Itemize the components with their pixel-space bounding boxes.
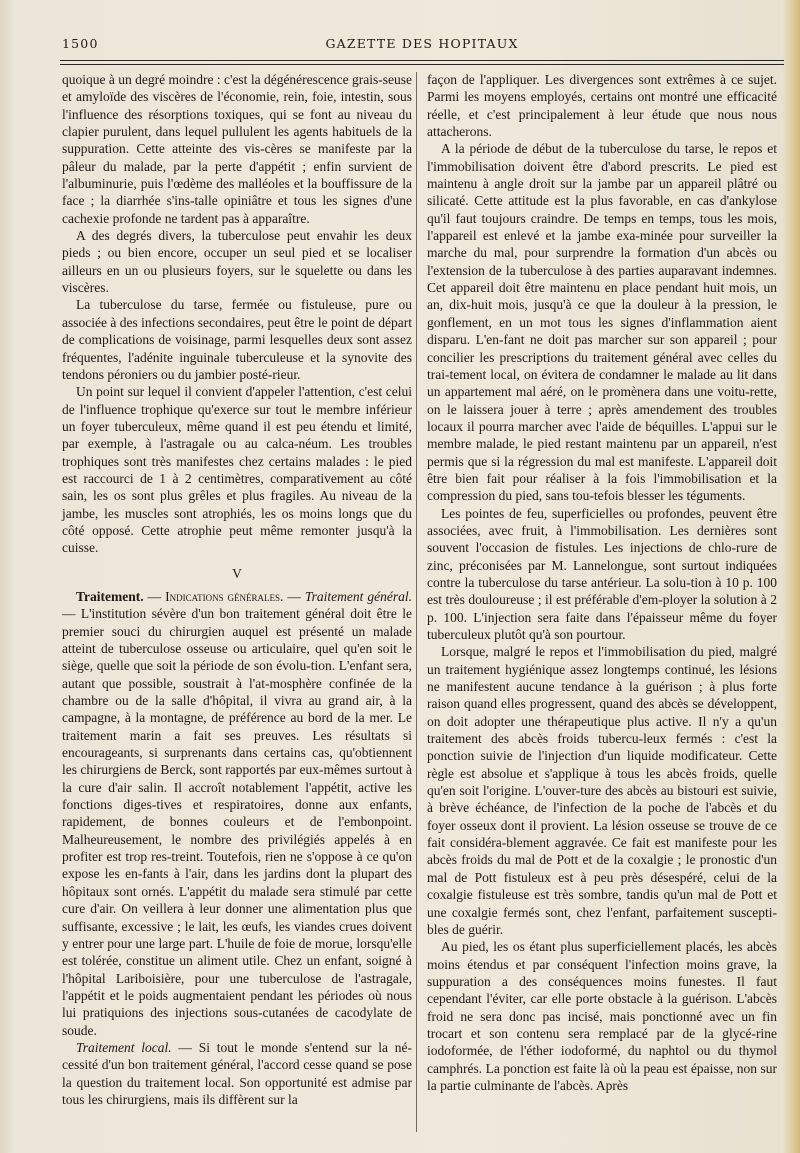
left-paragraph-4: Un point sur lequel il convient d'appeler l'attention, c'est celui de l'influence trophique qu'exerce sur tout le membre inférieur un foyer tuberculeux, même quand il est peu étendu et limité, par exemple, à l'astragale ou au calca-néum. Les troubles trophiques sont très manifestes chez certains malades : le pied est raccourci de 1 à 2 centimètres, comparativement au côté sain, les os sont plus grêles et plus fragiles. Au niveau de la jambe, les muscles sont atrophiés, les os moins longs que du côté opposé. Cette atrophie peut même remonter jusqu'à la cuisse. [62, 384, 412, 556]
right-paragraph-5: Au pied, les os étant plus superficiellement placés, les abcès moins étendus et par conséquent l'infection moins grave, la suppuration a des conséquences moins funestes. Il faut cependant l'éviter, car elle porte obstacle à la guérison. L'abcès froid ne sera donc pas incisé, mais ponctionné avec un fin trocart et son contenu sera remplacé par de la glycé-rine iodoformée, de l'éther iodoformé, du naphtol ou du thymol camphrés. La ponction est faite là où la peau est épaisse, non sur la partie culminante de l'abcès. Après [427, 939, 777, 1093]
right-column [427, 71, 777, 1094]
local-treatment-text: — Si tout le monde s'entend sur la né-cessité d'un bon traitement général, l'accord cesse quand se pose la question du traitement local. Son opportunité est admise par tous les chirurgiens, mais ils diffèrent sur la [62, 1039, 412, 1107]
section-number: V [232, 565, 242, 581]
treatment-dash: — [143, 588, 166, 604]
left-paragraph-3: La tuberculose du tarse, fermée ou fistuleuse, pure ou associée à des infections secondaires, peut être le point de départ de complications de voisinage, parmi lesquelles deux sont assez fréquentes, l'adénite inguinale tuberculeuse et la synovite des tendons péroniers ou du jambier posté-rieur. [62, 297, 412, 382]
treatment-heading: Traitement. [76, 588, 144, 604]
column-separator [416, 72, 417, 1132]
page-edge-stain [782, 0, 800, 1153]
header-rule-thin [60, 64, 784, 65]
general-treatment-text: — L'institution sévère d'un bon traitement général doit être le premier souci du chirurgien auquel est présenté un malade atteint de tuberculose osseuse ou articulaire, quel qu'en soit le siège, quelle que soit la période de son évolu-tion. L'enfant sera, autant que possible, soustrait à l'at-mosphère confinée de la chambre ou de la salle d'hôpital, il vivra au grand air, à la campagne, à la montagne, de préférence au bord de la mer. Le traitement marin a fait ses preuves. Les résultats si encourageants, si surprenants dans certains cas, qu'obtiennent les chirurgiens de Berck, sont rapportés par eux-mêmes surtout à la cure d'air salin. Il accroît notablement l'appétit, active les fonctions diges-tives et respiratoires, donne aux enfants, rapidement, de bonnes couleurs et de l'embonpoint. Malheureusement, le nombre des privilégiés appelés à en profiter est trop res-treint. Toutefois, rien ne s'oppose à ce qu'on expose les en-fants à l'air, dans les jardins dont la plupart des hôpitaux sont ornés. L'appétit du malade sera stimulé par cette cure d'air. On veillera à leur donner une alimentation plus que suffisante, excessive ; le lait, les œufs, les viandes crues doivent y entrer pour une large part. L'huile de foie de morue, lorsqu'elle est tolérée, constitue un aliment utile. Chez un enfant, soigné à l'hôpital Lariboisière, pour une tuberculose de l'astragale, l'appétit et le poids augmentaient pendant les périodes où nous lui pratiquions des injections sous-cutanées de cacodylate de soude. [62, 606, 412, 1038]
right-paragraph-1: façon de l'appliquer. Les divergences sont extrêmes à ce sujet. Parmi les moyens employés, certains ont montré une efficacité réelle, et c'est principalement à leur étude que nous nous attacherons. [427, 72, 777, 140]
treatment-dash-2: — [283, 588, 305, 604]
general-treatment-heading: Traitement général. [304, 588, 413, 604]
page-header [62, 36, 782, 56]
running-title: GAZETTE DES HOPITAUX [325, 36, 519, 51]
right-paragraph-2: A la période de début de la tuberculose du tarse, le repos et l'immobilisation doivent être d'abord prescrits. Le pied est maintenu à angle droit sur la jambe par un appareil plâtré ou silicaté. Cette attitude est la plus favorable, en cas d'ankylose qu'il faut toujours craindre. De temps en temps, tous les mois, l'appareil est enlevé et la jambe exa-minée pour surveiller la marche du mal, pour surprendre la formation d'un abcès ou l'extension de la tuberculose à des parties auparavant indemnes. Cet appareil doit être maintenu en place pendant huit mois, un an, dix-huit mois, jusqu'à ce que la douleur à la pression, le gonflement, en un mot tous les signes d'inflammation aient disparu. L'en-fant ne doit pas marcher sur son appareil ; pour concilier les prescriptions du traitement général avec celles du trai-tement local, on évitera de condamner le malade au lit dans un appartement mal aéré, on le promènera dans une voitu-rette, on le laissera jouer à terre ; après amendement des troubles locaux il pourra marcher avec l'aide de béquilles. L'appui sur le membre malade, le pied restant maintenu par un appareil, n'est permis que si la régression du mal est manifeste. L'appareil doit être bien fait pour réaliser à la fois l'immobilisation et la compression du pied, sans tou-tefois blesser les téguments. [427, 141, 777, 504]
page-number: 1500 [62, 36, 99, 51]
local-treatment-heading: Traitement local. [76, 1039, 172, 1055]
left-column [62, 71, 412, 1108]
left-paragraph-2: A des degrés divers, la tuberculose peut envahir les deux pieds ; ou bien encore, occuper un seul pied et se localiser ailleurs en un ou plusieurs foyers, sur le squelette ou dans les viscères. [62, 228, 412, 296]
indications-heading: Indications générales. [165, 588, 284, 604]
right-paragraph-3: Les pointes de feu, superficielles ou profondes, peuvent être associées, avec fruit, à l'immobilisation. Les dernières sont souvent l'occasion de fistules. Les injections de chlo-rure de zinc, préconisées par M. Lannelongue, sont surtout indiquées contre la tuberculose du tarse antérieur. La solu-tion à 10 p. 100 est très douloureuse ; il est préférable d'em-ployer la solution à 2 p. 100. L'injection sera faite dans l'épaisseur même du foyer tuberculeux plutôt qu'à son pourtour. [427, 505, 777, 642]
left-paragraph-1: quoique à un degré moindre : c'est la dégénérescence grais-seuse et amyloïde des viscères de l'économie, rein, foie, intestin, sous l'influence des résorptions toxiques, qui se font au niveau du clapier purulent, dans lequel pullulent les agents habituels de la suppuration. Cette atteinte des vis-cères se manifeste par la pâleur du malade, par la perte d'appétit ; enfin survient de l'albuminurie, puis l'œdème des malléoles et la bouffissure de la face ; la diarrhée s'ins-talle opiniâtre et tous les signes d'une cachexie profonde ne tardent pas à apparaître. [62, 72, 412, 226]
right-paragraph-4: Lorsque, malgré le repos et l'immobilisation du pied, malgré un traitement hygiénique assez longtemps continué, les lésions ne manifestent aucune tendance à la guérison ; à plus forte raison quand elles progressent, quand des abcès se développent, on doit adopter une thérapeutique plus active. Il n'y a qu'un traitement des abcès froids tubercu-leux fermés : c'est la ponction suivie de l'injection d'un liquide modificateur. Cette règle est absolue et s'applique à tous les abcès froids, quelle qu'en soit l'origine. L'ouver-ture des abcès au bistouri est suivie, à brève échéance, de l'infection de la poche de l'abcès et du foyer osseux dont il provient. La lésion osseuse se trouve de ce fait considéra-blement aggravée. Ce fait est manifeste pour les abcès froids du mal de Pott et de la coxalgie ; le pronostic d'un mal de Pott fistuleux est à peu près désespéré, celui de la coxalgie fistuleuse est très sombre, tandis qu'un mal de Pott et une coxalgie fermés sont, chez l'enfant, parfaitement suscepti-bles de guérir. [427, 644, 777, 937]
treatment-paragraph [62, 588, 412, 1039]
header-rule-thick [60, 60, 784, 61]
local-treatment-paragraph [62, 1039, 412, 1108]
